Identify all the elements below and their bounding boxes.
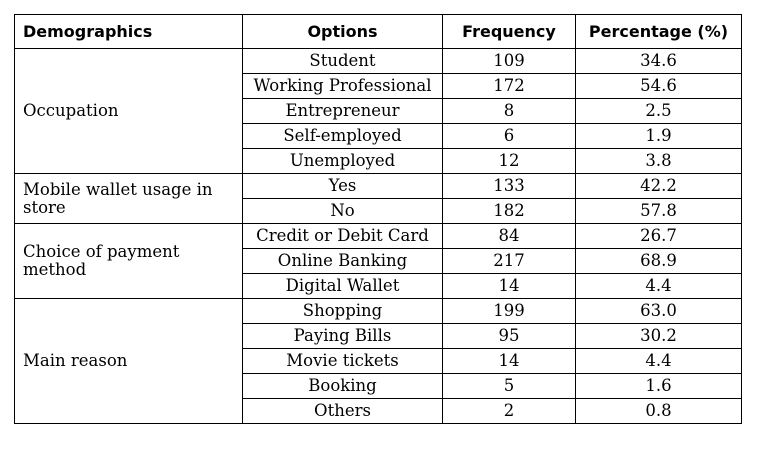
frequency-cell: 217 <box>443 249 576 274</box>
option-cell: Credit or Debit Card <box>243 224 443 249</box>
frequency-cell: 199 <box>443 299 576 324</box>
group-label: Occupation <box>15 49 243 174</box>
table-row <box>15 174 742 199</box>
group-label: Mobile wallet usage in store <box>15 174 243 224</box>
frequency-cell: 172 <box>443 74 576 99</box>
option-cell: Others <box>243 399 443 424</box>
option-cell: Movie tickets <box>243 349 443 374</box>
table-body <box>15 49 742 424</box>
demographics-table <box>14 14 742 424</box>
option-cell: Shopping <box>243 299 443 324</box>
percentage-cell: 1.6 <box>576 374 742 399</box>
option-cell: Working Professional <box>243 74 443 99</box>
option-cell: Online Banking <box>243 249 443 274</box>
option-cell: Yes <box>243 174 443 199</box>
header-percentage: Percentage (%) <box>576 15 742 49</box>
option-cell: Student <box>243 49 443 74</box>
percentage-cell: 3.8 <box>576 149 742 174</box>
header-demographics: Demographics <box>15 15 243 49</box>
option-cell: Unemployed <box>243 149 443 174</box>
option-cell: Booking <box>243 374 443 399</box>
frequency-cell: 2 <box>443 399 576 424</box>
frequency-cell: 133 <box>443 174 576 199</box>
header-row <box>15 15 742 49</box>
table-row <box>15 49 742 74</box>
frequency-cell: 84 <box>443 224 576 249</box>
percentage-cell: 1.9 <box>576 124 742 149</box>
header-options: Options <box>243 15 443 49</box>
frequency-cell: 8 <box>443 99 576 124</box>
frequency-cell: 12 <box>443 149 576 174</box>
frequency-cell: 182 <box>443 199 576 224</box>
percentage-cell: 34.6 <box>576 49 742 74</box>
percentage-cell: 0.8 <box>576 399 742 424</box>
header-frequency: Frequency <box>443 15 576 49</box>
percentage-cell: 26.7 <box>576 224 742 249</box>
table-row <box>15 224 742 249</box>
option-cell: Digital Wallet <box>243 274 443 299</box>
percentage-cell: 54.6 <box>576 74 742 99</box>
percentage-cell: 63.0 <box>576 299 742 324</box>
option-cell: Entrepreneur <box>243 99 443 124</box>
frequency-cell: 14 <box>443 274 576 299</box>
frequency-cell: 14 <box>443 349 576 374</box>
percentage-cell: 4.4 <box>576 274 742 299</box>
frequency-cell: 5 <box>443 374 576 399</box>
percentage-cell: 2.5 <box>576 99 742 124</box>
frequency-cell: 6 <box>443 124 576 149</box>
option-cell: Paying Bills <box>243 324 443 349</box>
table-row <box>15 299 742 324</box>
percentage-cell: 68.9 <box>576 249 742 274</box>
frequency-cell: 95 <box>443 324 576 349</box>
option-cell: No <box>243 199 443 224</box>
percentage-cell: 42.2 <box>576 174 742 199</box>
group-label: Choice of payment method <box>15 224 243 299</box>
percentage-cell: 4.4 <box>576 349 742 374</box>
frequency-cell: 109 <box>443 49 576 74</box>
percentage-cell: 30.2 <box>576 324 742 349</box>
option-cell: Self-employed <box>243 124 443 149</box>
percentage-cell: 57.8 <box>576 199 742 224</box>
group-label: Main reason <box>15 299 243 424</box>
